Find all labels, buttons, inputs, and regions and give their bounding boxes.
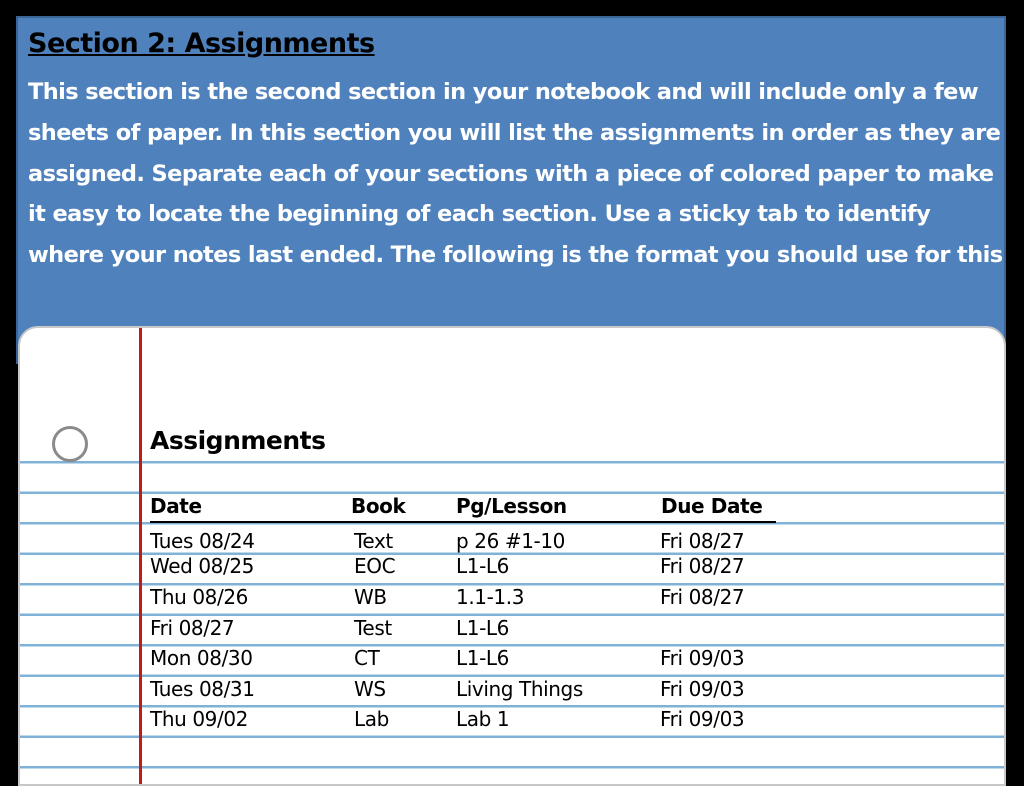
cell-pg-lesson: L1-L6 — [456, 616, 509, 640]
cell-date: Fri 08/27 — [150, 616, 235, 640]
cell-due-date: Fri 08/27 — [660, 554, 745, 578]
cell-book: Test — [354, 616, 392, 640]
cell-due-date: Fri 08/27 — [660, 585, 745, 609]
column-header-book: Book — [351, 494, 406, 518]
cell-book: EOC — [354, 554, 396, 578]
cell-pg-lesson: Living Things — [456, 677, 583, 701]
cell-book: WS — [354, 677, 386, 701]
cell-pg-lesson: Lab 1 — [456, 707, 510, 731]
table-row — [20, 707, 1004, 737]
cell-pg-lesson: 1.1-1.3 — [456, 585, 525, 609]
table-row — [20, 554, 1004, 584]
section-title: Section 2: Assignments — [28, 28, 375, 59]
cell-date: Tues 08/31 — [150, 677, 255, 701]
cell-pg-lesson: L1-L6 — [456, 646, 509, 670]
column-header-pg-lesson: Pg/Lesson — [456, 494, 567, 518]
cell-date: Thu 08/26 — [150, 585, 248, 609]
cell-due-date: Fri 09/03 — [660, 707, 745, 731]
cell-date: Wed 08/25 — [150, 554, 254, 578]
cell-book: CT — [354, 646, 380, 670]
table-row — [20, 616, 1004, 646]
cell-date: Thu 09/02 — [150, 707, 248, 731]
table-row — [20, 585, 1004, 615]
header-underline — [150, 521, 776, 523]
assignments-heading: Assignments — [150, 426, 326, 455]
cell-date: Mon 08/30 — [150, 646, 253, 670]
section-description: This section is the second section in your notebook and will include only a few sheets of paper. In this section you will list the assignments in order as they are assigned. Separate each of your sections with a piece of colored paper to make it easy to locate the beginning of each section. Use a sticky tab to identify where your notes last ended. The following is the format you should use for this — [28, 79, 1003, 269]
table-row — [20, 646, 1004, 676]
table-row — [20, 677, 1004, 707]
sheet-header-area — [20, 328, 1004, 433]
cell-book: Lab — [354, 707, 389, 731]
cell-pg-lesson: L1-L6 — [456, 554, 509, 578]
cell-due-date: Fri 09/03 — [660, 646, 745, 670]
cell-pg-lesson: p 26 #1-10 — [456, 529, 566, 553]
column-header-due-date: Due Date — [661, 494, 763, 518]
cell-book: WB — [354, 585, 387, 609]
cell-due-date: Fri 08/27 — [660, 529, 745, 553]
cell-date: Tues 08/24 — [150, 529, 255, 553]
cell-due-date: Fri 09/03 — [660, 677, 745, 701]
column-header-date: Date — [150, 494, 202, 518]
notebook-sheet — [18, 326, 1006, 786]
cell-book: Text — [354, 529, 393, 553]
binder-hole-icon — [52, 426, 88, 462]
